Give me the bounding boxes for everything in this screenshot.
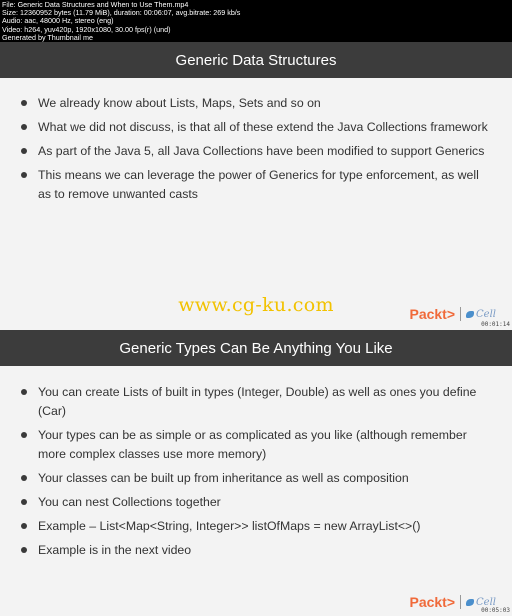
file-info-line: File: Generic Data Structures and When to Use Them.mp4	[2, 0, 189, 9]
timestamp: 00:01:14	[481, 321, 510, 328]
bullet-item	[0, 493, 500, 512]
bird-icon	[466, 311, 474, 318]
bullet-item	[0, 142, 500, 161]
bullet-dot-icon	[21, 475, 27, 481]
bullet-dot-icon	[21, 124, 27, 130]
author-logo: Cell	[476, 308, 496, 320]
bullet-dot-icon	[21, 547, 27, 553]
bird-icon	[466, 599, 474, 606]
bullet-item	[0, 118, 500, 137]
bullet-text: You can nest Collections together	[38, 495, 221, 509]
bullet-item	[0, 94, 500, 113]
bullet-dot-icon	[21, 523, 27, 529]
bullet-dot-icon	[21, 389, 27, 395]
file-info-header	[0, 0, 512, 42]
bullet-item	[0, 383, 500, 421]
packt-logo: Packt>	[409, 306, 456, 322]
slide-thumbnail-1	[0, 42, 512, 330]
bullet-item	[0, 426, 500, 464]
bullet-text: As part of the Java 5, all Java Collections have been modified to support Generics	[38, 144, 485, 158]
bullet-item	[0, 541, 500, 560]
logo-divider	[460, 307, 461, 321]
bullet-dot-icon	[21, 172, 27, 178]
file-info-line: Audio: aac, 48000 Hz, stereo (eng)	[2, 16, 114, 26]
file-info-line: Generated by Thumbnail me	[2, 32, 93, 42]
file-info-line: Size: 12360952 bytes (11.79 MiB), duration: 00:06:07, avg.bitrate: 269 kb/s	[2, 8, 241, 18]
bullet-item	[0, 166, 500, 204]
bullet-text: You can create Lists of built in types (Integer, Double) as well as ones you define (Car)	[38, 385, 477, 418]
watermark-text: www.cg-ku.com	[178, 294, 334, 316]
bullet-text: Example is in the next video	[38, 543, 192, 557]
author-logo: Cell	[476, 596, 496, 608]
bullet-dot-icon	[21, 499, 27, 505]
file-info-line: Video: h264, yuv420p, 1920x1080, 30.00 fps(r) (und)	[2, 24, 171, 34]
bullet-text: Example – List<Map<String, Integer>> listOfMaps = new ArrayList<>()	[38, 519, 421, 533]
bullet-text: We already know about Lists, Maps, Sets and so on	[38, 96, 321, 110]
bullet-text: Your classes can be built up from inheritance as well as composition	[38, 471, 409, 485]
bullet-item	[0, 469, 500, 488]
slide-title: Generic Data Structures	[0, 42, 512, 78]
bullet-text: This means we can leverage the power of Generics for type enforcement, as well as to remove unwanted casts	[38, 168, 479, 201]
bullet-dot-icon	[21, 432, 27, 438]
slide-thumbnail-2	[0, 330, 512, 616]
publisher-logos	[409, 306, 496, 322]
slide-title: Generic Types Can Be Anything You Like	[0, 330, 512, 366]
bullet-list	[0, 383, 500, 565]
bullet-list	[0, 94, 500, 209]
bullet-item	[0, 517, 500, 536]
packt-logo: Packt>	[409, 594, 456, 610]
bullet-text: What we did not discuss, is that all of these extend the Java Collections framework	[38, 120, 488, 134]
timestamp: 00:05:03	[481, 607, 510, 614]
logo-divider	[460, 595, 461, 609]
bullet-text: Your types can be as simple or as complicated as you like (although remember more complex classes use more memory)	[38, 428, 467, 461]
bullet-dot-icon	[21, 148, 27, 154]
bullet-dot-icon	[21, 100, 27, 106]
